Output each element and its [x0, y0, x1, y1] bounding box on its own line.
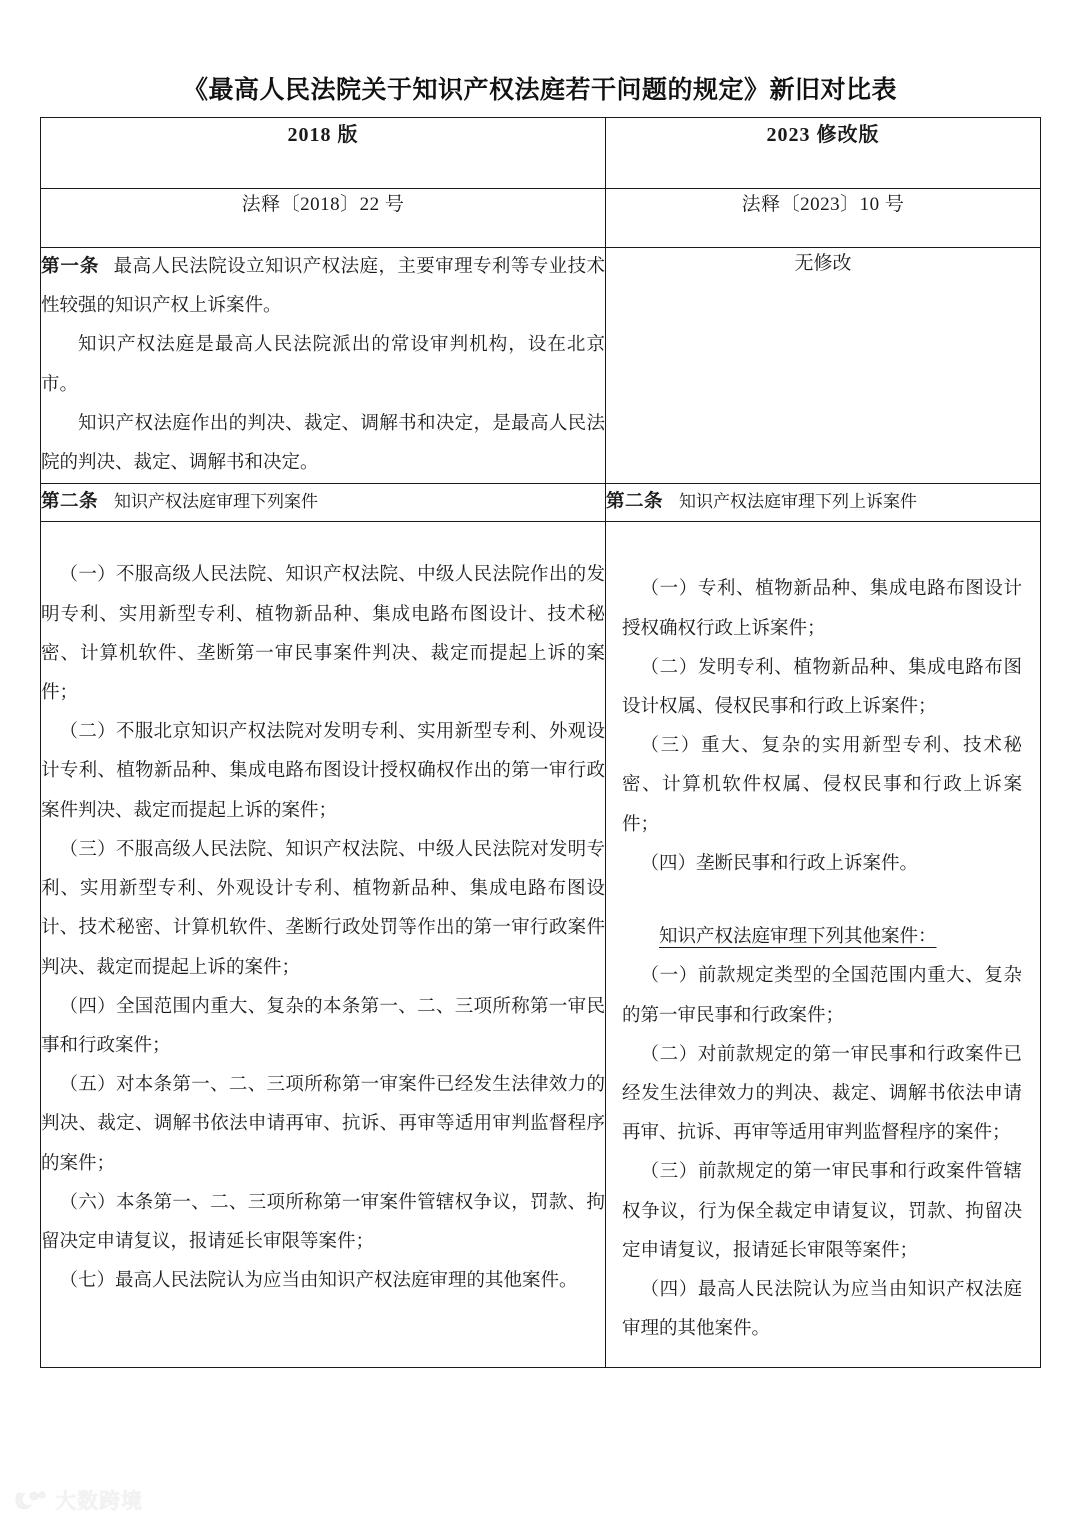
column-header-2023: 2023 修改版 — [606, 118, 1041, 189]
list-item: （三）重大、复杂的实用新型专利、技术秘密、计算机软件权属、侵权民事和行政上诉案件； — [622, 736, 1022, 835]
article2-body-left — [41, 522, 606, 1368]
list-item: （五）对本条第一、二、三项所称第一审案件已经发生法律效力的判决、裁定、调解书依法申请再审、抗诉、再审等适用审判监督程序的案件； — [41, 1075, 605, 1174]
article1-right-cell — [606, 248, 1041, 484]
comparison-table — [40, 117, 1041, 1368]
article2-head-right — [606, 484, 1041, 522]
article1-paragraph-2: 知识产权法庭是最高人民法院派出的常设审判机构，设在北京市。 — [41, 335, 605, 395]
list-item: （二）发明专利、植物新品种、集成电路布图设计权属、侵权民事和行政上诉案件； — [622, 657, 1022, 717]
article1-text-1: 最高人民法院设立知识产权法庭，主要审理专利等专业技术性较强的知识产权上诉案件。 — [41, 257, 605, 317]
article1-paragraph-1 — [41, 248, 605, 326]
list-item: （四）全国范围内重大、复杂的本条第一、二、三项所称第一审民事和行政案件； — [41, 996, 605, 1056]
spacer — [622, 536, 1022, 570]
list-item: （一）专利、植物新品种、集成电路布图设计授权确权行政上诉案件； — [622, 579, 1022, 639]
spacer — [41, 522, 605, 556]
list-item: （六）本条第一、二、三项所称第一审案件管辖权争议，罚款、拘留决定申请复议，报请延长审限等案件； — [41, 1192, 605, 1253]
list-item: （一）不服高级人民法院、知识产权法院、中级人民法院作出的发明专利、实用新型专利、植物新品种、集成电路布图设计、技术秘密、计算机软件、垄断第一审民事案件判决、裁定而提起上诉的案件； — [41, 565, 605, 703]
article1-label: 第一条 — [41, 257, 100, 277]
no-modification-note: 无修改 — [794, 253, 852, 274]
page-title: 《最高人民法院关于知识产权法庭若干问题的规定》新旧对比表 — [182, 77, 897, 104]
list-item: （二）对前款规定的第一审民事和行政案件已经发生法律效力的判决、裁定、调解书依法申请再审、抗诉、再审等适用审判监督程序的案件； — [622, 1044, 1022, 1144]
list-item: （三）前款规定的第一审民事和行政案件管辖权争议，行为保全裁定申请复议，罚款、拘留决定申请复议，报请延长审限等案件； — [622, 1162, 1022, 1261]
table-row-article-2-body — [41, 522, 1041, 1368]
citation-2018: 法释〔2018〕22 号 — [41, 189, 606, 248]
list-item: （四）最高人民法院认为应当由知识产权法庭审理的其他案件。 — [622, 1280, 1022, 1340]
table-row-citation — [41, 189, 1041, 248]
table-row-headers — [41, 118, 1041, 189]
list-item: （一）前款规定类型的全国范围内重大、复杂的第一审民事和行政案件； — [622, 966, 1022, 1026]
subsection-heading: 知识产权法庭审理下列其他案件： — [659, 927, 937, 948]
article2-body-right — [606, 522, 1041, 1368]
article2-text-right: 知识产权法庭审理下列上诉案件 — [679, 492, 918, 512]
table-row-article-2-head — [41, 484, 1041, 522]
citation-2023: 法释〔2023〕10 号 — [606, 189, 1041, 248]
article1-left-cell — [41, 248, 606, 484]
article2-label-left: 第二条 — [41, 492, 99, 513]
article2-text-left: 知识产权法庭审理下列案件 — [114, 492, 319, 512]
spacer — [622, 884, 1022, 918]
watermark — [14, 1485, 143, 1515]
list-item: （七）最高人民法院认为应当由知识产权法庭审理的其他案件。 — [59, 1271, 578, 1292]
list-item: （二）不服北京知识产权法院对发明专利、实用新型专利、外观设计专利、植物新品种、集成电路布图设计授权确权作出的第一审行政案件判决、裁定而提起上诉的案件； — [41, 722, 605, 821]
article1-paragraph-3: 知识产权法庭作出的判决、裁定、调解书和决定，是最高人民法院的判决、裁定、调解书和决定。 — [41, 413, 605, 474]
article2-label-right: 第二条 — [606, 492, 664, 513]
list-item: （四）垄断民事和行政上诉案件。 — [640, 853, 919, 874]
table-row-article-1 — [41, 248, 1041, 484]
brand-logo-icon — [14, 1487, 48, 1513]
column-header-2018: 2018 版 — [41, 118, 606, 189]
list-item: （三）不服高级人民法院、知识产权法院、中级人民法院对发明专利、实用新型专利、外观设计专利、植物新品种、集成电路布图设计、技术秘密、计算机软件、垄断行政处罚等作出的第一审行政案件判决、裁定而提起上诉的案件； — [41, 839, 605, 978]
watermark-text: 大数跨境 — [55, 1489, 143, 1513]
article2-head-left — [41, 484, 606, 522]
